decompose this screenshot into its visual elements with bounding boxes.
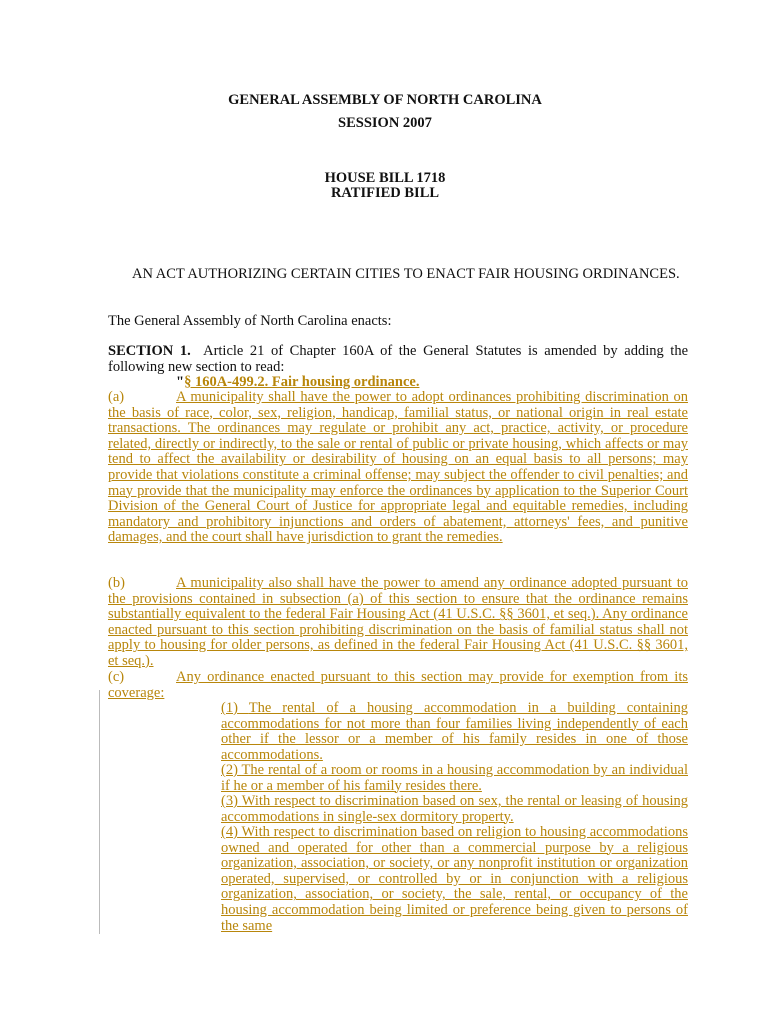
paragraph-text: A municipality also shall have the power to amend any ordinance adopted pursuant to the provisions contained in subsection (a) of this section to ensure that the ordinance remains substantially equivalent to the federal Fair Housing Act (41 U.S.C. §§ 3601, et seq.). Any ordinance enacted pursuant to this section prohibiting discrimination on the basis of familial status shall not apply to housing for older persons, as defined in the federal Fair Housing Act (41 U.S.C. §§ 3601, et seq.). xyxy=(108,575,688,669)
section-label: SECTION 1. xyxy=(108,343,191,359)
paragraph-label: (c) xyxy=(108,669,125,685)
exemption-number: (4) xyxy=(221,824,238,840)
assembly-heading: GENERAL ASSEMBLY OF NORTH CAROLINA xyxy=(228,92,542,108)
statute-heading-text: § 160A-499.2. Fair housing ordinance. xyxy=(184,374,420,390)
exemption-text: With respect to discrimination based on religion to housing accommodations owned and operated for other than a commercial purpose by a religious organization, association, or society, or any nonprofit institution or organization operated, supervised, or controlled by or in conjunction with a religious organization, association, or society, the sale, rental, or occupancy of the housing accommodation being limited or preference being given to persons of the same xyxy=(221,824,688,934)
exemption-number: (1) xyxy=(221,700,238,716)
statute-heading xyxy=(176,374,419,390)
paragraph-a xyxy=(108,390,688,546)
enacting-clause: The General Assembly of North Carolina enacts: xyxy=(108,313,392,329)
exemption-text: The rental of a housing accommodation in a building containing accommodations for not more than four families living independently of each other if the lessor or a member of his family resides in one of those accommodations. xyxy=(221,700,688,763)
section-intro-text: Article 21 of Chapter 160A of the General Statutes is amended by adding the following new section to read: xyxy=(108,343,689,375)
paragraph-c xyxy=(108,670,688,701)
quote-mark: " xyxy=(176,374,185,390)
exemption-number: (3) xyxy=(221,793,238,809)
session-heading: SESSION 2007 xyxy=(338,115,432,131)
exemption-1 xyxy=(221,701,688,763)
section-1-intro xyxy=(108,344,688,375)
paragraph-text: A municipality shall have the power to adopt ordinances prohibiting discrimination on the basis of race, color, sex, religion, handicap, familial status, or national origin in real estate transactions. The ordinances may regulate or prohibit any act, practice, activity, or procedure related, directly or indirectly, to the sale or rental of public or private housing, which affects or may tend to affect the availability or desirability of housing on an equal basis to all persons; may provide that violations constitute a criminal offense; may subject the offender to civil penalties; and may provide that the municipality may enforce the ordinances by application to the Superior Court Division of the General Court of Justice for appropriate legal and equitable remedies, including mandatory and prohibitory injunctions and orders of abatement, attorneys' fees, and punitive damages, and the court shall have jurisdiction to grant the remedies. xyxy=(108,389,688,546)
exemption-4 xyxy=(221,825,688,934)
exemption-2 xyxy=(221,763,688,794)
margin-change-bar xyxy=(99,690,100,934)
bill-number: HOUSE BILL 1718 xyxy=(324,170,446,186)
act-title: AN ACT AUTHORIZING CERTAIN CITIES TO ENACT FAIR HOUSING ORDINANCES. xyxy=(132,266,680,282)
paragraph-text: Any ordinance enacted pursuant to this section may provide for exemption from its coverage: xyxy=(108,669,688,701)
paragraph-label: (a) xyxy=(108,389,125,405)
bill-status: RATIFIED BILL xyxy=(330,185,440,201)
exemption-text: With respect to discrimination based on sex, the rental or leasing of housing accommodations in single-sex dormitory property. xyxy=(221,793,688,825)
exemption-number: (2) xyxy=(221,762,238,778)
paragraph-label: (b) xyxy=(108,575,125,591)
exemption-text: The rental of a room or rooms in a housing accommodation by an individual if he or a member of his family resides there. xyxy=(221,762,688,794)
exemption-3 xyxy=(221,794,688,825)
paragraph-b xyxy=(108,576,688,670)
